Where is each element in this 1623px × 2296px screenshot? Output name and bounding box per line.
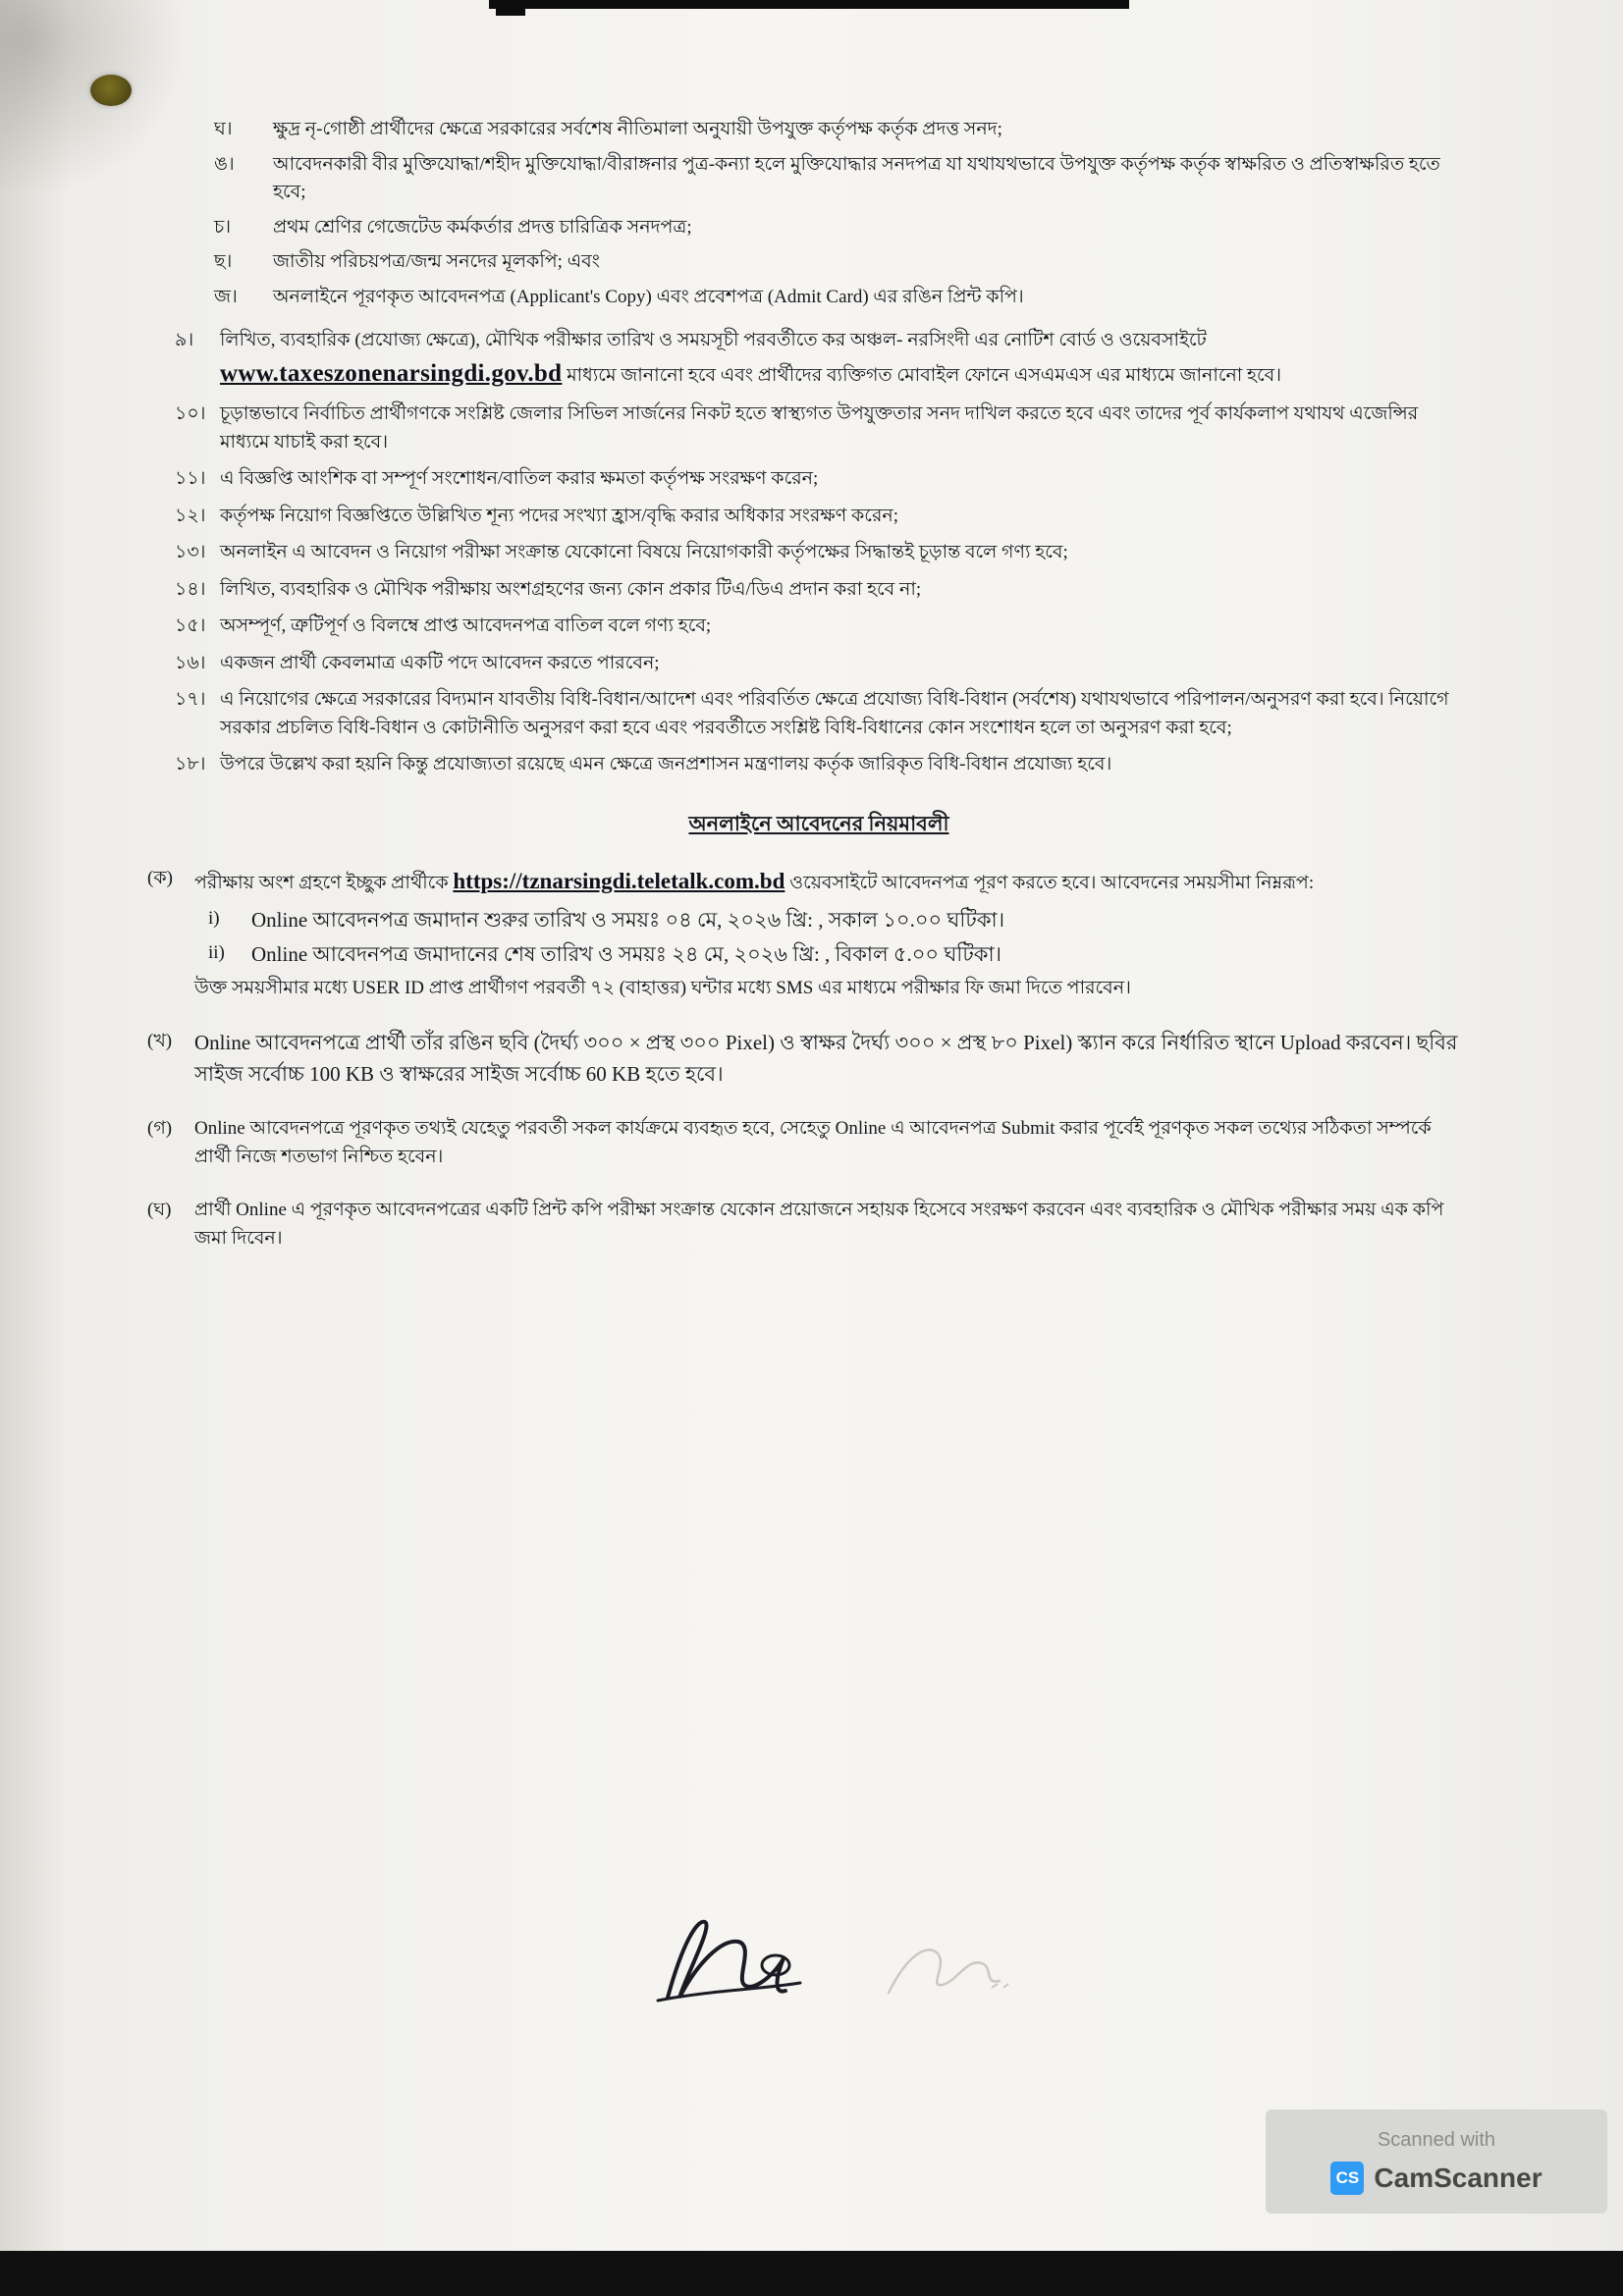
item-marker: ঙ। [214, 153, 235, 175]
list-item [208, 905, 1463, 936]
item-marker: ৯। [175, 330, 194, 350]
item-marker: ১১। [175, 468, 206, 489]
item-text: প্রথম শ্রেণির গেজেটেড কর্মকর্তার প্রদত্ত চারিত্রিক সনদপত্র; [273, 216, 692, 238]
list-item [175, 686, 1463, 742]
section-heading: অনলাইনে আবেদনের নিয়মাবলী [688, 811, 949, 835]
item-text: Online আবেদনপত্র জমাদান শুরুর তারিখ ও সময়ঃ ০৪ মে, ২০২৬ খ্রি: , সকাল ১০.০০ ঘটিকা। [251, 907, 1005, 932]
item-text: জাতীয় পরিচয়পত্র/জন্ম সনদের মূলকপি; এবং [273, 251, 600, 272]
item-text: Online আবেদনপত্রে প্রার্থী তাঁর রঙিন ছবি (দৈর্ঘ্য ৩০০ × প্রস্থ ৩০০ Pixel) ও স্বাক্ষর দৈর্ঘ্য ৩০০ × প্রস্থ ৮০ Pixel) স্ক্যান করে নির্ধারিত স্থানে Upload করবেন। ছবির সাইজ সর্বোচ্চ 100 KB ও স্বাক্ষরের সাইজ সর্বোচ্চ 60 KB হতে হবে। [194, 1031, 1458, 1086]
camscanner-badge [1266, 2109, 1607, 2214]
item-text: অসম্পূর্ণ, ত্রুটিপূর্ণ ও বিলম্বে প্রাপ্ত আবেদনপত্র বাতিল বলে গণ্য হবে; [220, 615, 712, 636]
list-item [175, 539, 1463, 567]
item-text: Online আবেদনপত্রে পূরণকৃত তথ্যই যেহেতু পরবর্তী সকল কার্যক্রমে ব্যবহৃত হবে, সেহেতু Online এ আবেদনপত্র Submit করার পূর্বেই পূরণকৃত সকল তথ্যের সঠিকতা সম্পর্কে প্রার্থী নিজে শতভাগ নিশ্চিত হবেন। [194, 1118, 1432, 1167]
list-item [214, 284, 1463, 312]
numbered-clauses [175, 327, 1463, 779]
item-text: Online আবেদনপত্র জমাদানের শেষ তারিখ ও সময়ঃ ২৪ মে, ২০২৬ খ্রি: , বিকাল ৫.০০ ঘটিকা। [251, 942, 1002, 966]
item-text: একজন প্রার্থী কেবলমাত্র একটি পদে আবেদন করতে পারবেন; [220, 652, 660, 673]
hole-punch [90, 75, 132, 106]
item-text-after: ওয়েবসাইটে আবেদনপত্র পূরণ করতে হবে। আবেদনের সময়সীমা নিম্নরূপ: [784, 873, 1315, 893]
item-text [194, 865, 1463, 1002]
item-text: আবেদনকারী বীর মুক্তিযোদ্ধা/শহীদ মুক্তিযোদ্ধা/বীরাঙ্গনার পুত্র-কন্যা হলে মুক্তিযোদ্ধার সনদপত্র যা যথাযথভাবে উপযুক্ত কর্তৃপক্ষ কর্তৃক স্বাক্ষরিত ও প্রতিস্বাক্ষরিত হতে হবে; [273, 153, 1440, 202]
camscanner-brand-label: CamScanner [1374, 2162, 1542, 2193]
fee-payment-note: উক্ত সময়সীমার মধ্যে USER ID প্রাপ্ত প্রার্থীগণ পরবর্তী ৭২ (বাহাত্তর) ঘন্টার মধ্যে SMS এর মাধ্যমে পরীক্ষার ফি জমা দিতে পারবেন। [194, 977, 1131, 998]
item-text: কর্তৃপক্ষ নিয়োগ বিজ্ঞপ্তিতে উল্লিখিত শূন্য পদের সংখ্যা হ্রাস/বৃদ্ধি করার অধিকার সংরক্ষণ করেন; [220, 505, 899, 526]
item-text: অনলাইন এ আবেদন ও নিয়োগ পরীক্ষা সংক্রান্ত যেকোনো বিষয়ে নিয়োগকারী কর্তৃপক্ষের সিদ্ধান্তই চূড়ান্ত বলে গণ্য হবে; [220, 542, 1068, 562]
scan-artifact-top [489, 0, 1129, 9]
item-text: এ নিয়োগের ক্ষেত্রে সরকারের বিদ্যমান যাবতীয় বিধি-বিধান/আদেশ এবং পরিবর্তিত ক্ষেত্রে প্রযোজ্য বিধি-বিধান (সর্বশেষ) যথাযথভাবে পরিপালন/অনুসরণ করা হবে। নিয়োগে সরকার প্রচলিত বিধি-বিধান ও কোটানীতি অনুসরণ করা হবে এবং পরবর্তীতে সংশ্লিষ্ট বিধি-বিধানের কোন সংশোধন হলে তা অনুসরণ করা হবে; [220, 689, 1449, 738]
scan-artifact-bottom [0, 2251, 1623, 2296]
list-item [175, 751, 1463, 779]
camscanner-logo-icon: CS [1330, 2162, 1364, 2195]
item-marker: ১৭। [175, 689, 206, 710]
item-text-before: লিখিত, ব্যবহারিক (প্রযোজ্য ক্ষেত্রে), মৌখিক পরীক্ষার তারিখ ও সময়সূচী পরবর্তীতে কর অঞ্চল- নরসিংদী এর নোটিশ বোর্ড ও ওয়েবসাইটে [220, 330, 1207, 350]
online-application-rules [147, 865, 1463, 1253]
item-text: অনলাইনে পূরণকৃত আবেদনপত্র (Applicant's Copy) এবং প্রবেশপত্র (Admit Card) এর রঙিন প্রিন্ট কপি। [273, 286, 1024, 307]
scanned-with-label: Scanned with [1377, 2128, 1496, 2151]
item-marker: ১৬। [175, 652, 206, 673]
item-marker: ১৫। [175, 615, 206, 636]
list-item [175, 650, 1463, 678]
item-marker: ঘ। [214, 119, 233, 139]
item-marker: ১০। [175, 403, 206, 424]
item-text: প্রার্থী Online এ পূরণকৃত আবেদনপত্রের একটি প্রিন্ট কপি পরীক্ষা সংক্রান্ত যেকোন প্রয়োজনে সহায়ক হিসেবে সংরক্ষণ করবেন এবং ব্যবহারিক ও মৌখিক পরীক্ষার সময় এক কপি জমা দিবেন। [194, 1200, 1444, 1249]
list-item [175, 465, 1463, 494]
item-text-before: পরীক্ষায় অংশ গ্রহণে ইচ্ছুক প্রার্থীকে [194, 873, 454, 893]
item-marker: (ঘ) [147, 1200, 172, 1220]
list-item [175, 327, 1463, 392]
list-item [175, 576, 1463, 605]
signature-area [628, 1904, 1090, 2042]
list-item [147, 1115, 1463, 1171]
tax-zone-website-link: www.taxeszonenarsingdi.gov.bd [220, 359, 563, 387]
signature-mark [628, 1904, 844, 2022]
scan-artifact-top-blob [496, 0, 525, 16]
camscanner-brand-row [1330, 2162, 1542, 2195]
item-text: চূড়ান্তভাবে নির্বাচিত প্রার্থীগণকে সংশ্লিষ্ট জেলার সিভিল সার্জনের নিকট হতে স্বাস্থ্যগত উপযুক্ততার সনদ দাখিল করতে হবে এবং তাদের পূর্ব কার্যকলাপ যথাযথ এজেন্সির মাধ্যমে যাচাই করা হবে। [220, 403, 1419, 453]
item-marker: (খ) [147, 1031, 173, 1051]
item-marker: (ক) [147, 868, 173, 888]
item-text: উপরে উল্লেখ করা হয়নি কিন্তু প্রযোজ্যতা রয়েছে এমন ক্ষেত্রে জনপ্রশাসন মন্ত্রণালয় কর্তৃক জারিকৃত বিধি-বিধান প্রযোজ্য হবে। [220, 754, 1112, 774]
item-marker: ছ। [214, 251, 233, 272]
list-item [147, 865, 1463, 1002]
list-item [175, 613, 1463, 641]
document-checklist [175, 116, 1463, 311]
item-marker: ii) [208, 942, 225, 963]
item-marker: জ। [214, 286, 238, 307]
list-item [175, 503, 1463, 531]
item-marker: ১৮। [175, 754, 206, 774]
application-website-link: https://tznarsingdi.teletalk.com.bd [453, 869, 785, 893]
list-item [147, 1028, 1463, 1090]
item-marker: ১৩। [175, 542, 206, 562]
list-item [147, 1197, 1463, 1253]
item-text [220, 327, 1463, 392]
item-marker: ১২। [175, 505, 206, 526]
list-item [214, 248, 1463, 277]
application-schedule-list [208, 905, 1463, 971]
list-item [175, 400, 1463, 456]
list-item [214, 151, 1463, 207]
item-text: লিখিত, ব্যবহারিক ও মৌখিক পরীক্ষায় অংশগ্রহণের জন্য কোন প্রকার টিএ/ডিএ প্রদান করা হবে না; [220, 578, 922, 600]
item-text: এ বিজ্ঞপ্তি আংশিক বা সম্পূর্ণ সংশোধন/বাতিল করার ক্ষমতা কর্তৃপক্ষ সংরক্ষণ করেন; [220, 468, 819, 489]
item-marker: i) [208, 907, 220, 929]
list-item [214, 214, 1463, 242]
item-marker: (গ) [147, 1118, 173, 1139]
item-text: ক্ষুদ্র নৃ-গোষ্ঠী প্রার্থীদের ক্ষেত্রে সরকারের সর্বশেষ নীতিমালা অনুযায়ী উপযুক্ত কর্তৃপক্ষ কর্তৃক প্রদত্ত সনদ; [273, 119, 1002, 139]
list-item [214, 116, 1463, 144]
signature-mark-faint [874, 1924, 1031, 2012]
list-item [208, 939, 1463, 971]
document-body [147, 116, 1463, 1278]
item-text-after: মাধ্যমে জানানো হবে এবং প্রার্থীদের ব্যক্তিগত মোবাইল ফোনে এসএমএস এর মাধ্যমে জানানো হবে। [562, 364, 1282, 386]
item-marker: চ। [214, 216, 232, 238]
item-marker: ১৪। [175, 578, 206, 600]
